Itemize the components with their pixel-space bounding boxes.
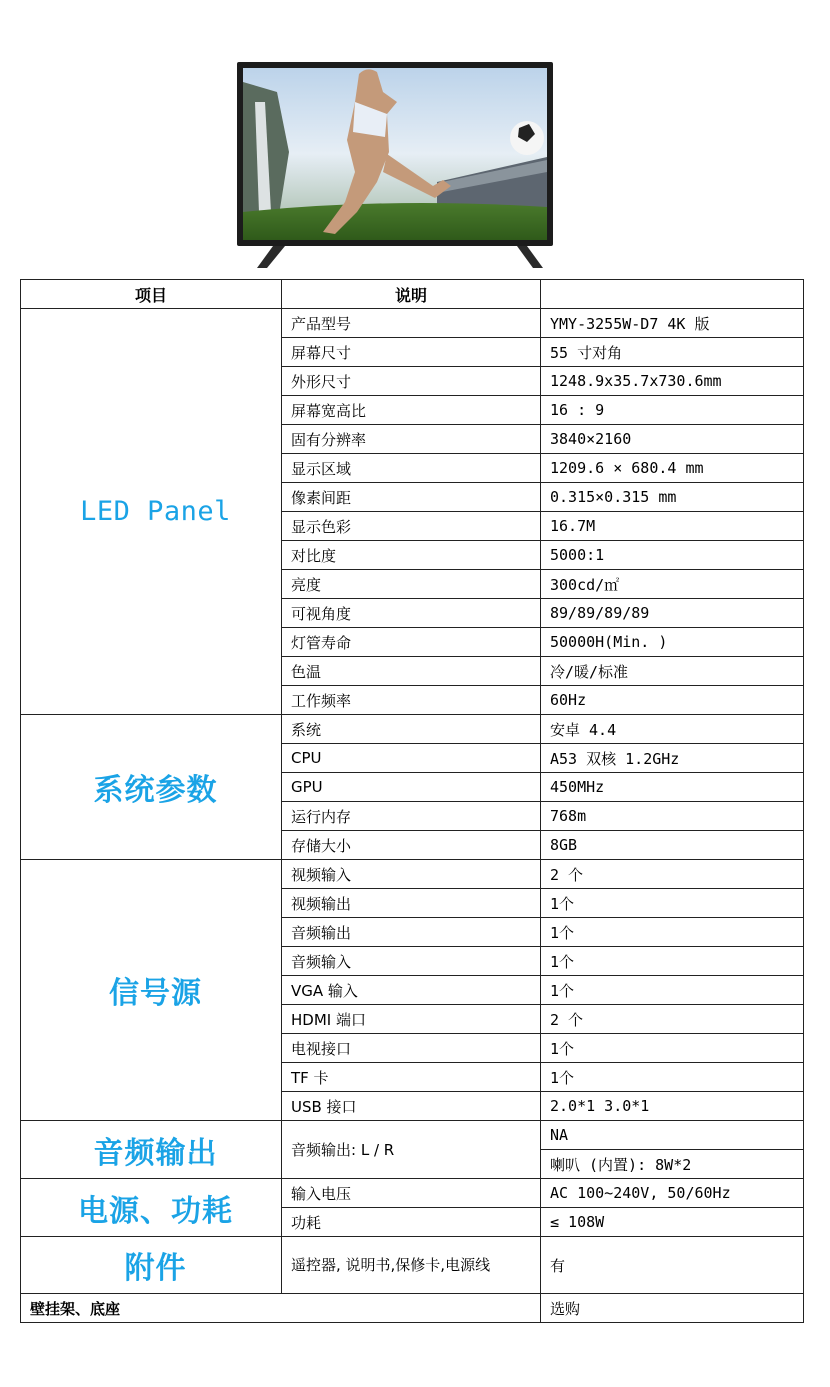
spec-table <box>20 279 804 1323</box>
spec-label: 音频输入 <box>282 947 541 976</box>
spec-value: 3840×2160 <box>541 425 804 454</box>
spec-label: 视频输入 <box>282 860 541 889</box>
spec-label: 遥控器, 说明书,保修卡,电源线 <box>282 1237 541 1294</box>
spec-label: 工作频率 <box>282 686 541 715</box>
spec-label: 电视接口 <box>282 1034 541 1063</box>
spec-label: 对比度 <box>282 541 541 570</box>
spec-label: USB 接口 <box>282 1092 541 1121</box>
spec-label: 外形尺寸 <box>282 367 541 396</box>
spec-value: 0.315×0.315 mm <box>541 483 804 512</box>
spec-label: 运行内存 <box>282 802 541 831</box>
category-system: 系统参数 <box>21 715 282 860</box>
spec-value: YMY-3255W-D7 4K 版 <box>541 309 804 338</box>
spec-label: 像素间距 <box>282 483 541 512</box>
spec-value: 8GB <box>541 831 804 860</box>
spec-label: 功耗 <box>282 1208 541 1237</box>
spec-value: 1个 <box>541 976 804 1005</box>
category-signal-source: 信号源 <box>21 860 282 1121</box>
spec-value: 1个 <box>541 947 804 976</box>
spec-value: 1209.6 × 680.4 mm <box>541 454 804 483</box>
spec-value: 89/89/89/89 <box>541 599 804 628</box>
spec-value: 2.0*1 3.0*1 <box>541 1092 804 1121</box>
product-image <box>237 62 553 270</box>
spec-value: 16 : 9 <box>541 396 804 425</box>
spec-value: 50000H(Min. ) <box>541 628 804 657</box>
spec-label: VGA 输入 <box>282 976 541 1005</box>
spec-label: 屏幕宽高比 <box>282 396 541 425</box>
spec-value: A53 双核 1.2GHz <box>541 744 804 773</box>
table-row <box>21 860 804 889</box>
spec-value: 2 个 <box>541 860 804 889</box>
category-audio-output: 音频输出 <box>21 1121 282 1179</box>
spec-value: AC 100~240V, 50/60Hz <box>541 1179 804 1208</box>
spec-value: 2 个 <box>541 1005 804 1034</box>
spec-label: 产品型号 <box>282 309 541 338</box>
spec-label: 输入电压 <box>282 1179 541 1208</box>
spec-label: 音频输出: L / R <box>282 1121 541 1179</box>
spec-label: 系统 <box>282 715 541 744</box>
led-tv-illustration <box>237 62 553 270</box>
spec-label: 亮度 <box>282 570 541 599</box>
spec-value: 1个 <box>541 1063 804 1092</box>
table-row <box>21 1121 804 1150</box>
table-row <box>21 1237 804 1294</box>
spec-value: 有 <box>541 1237 804 1294</box>
footer-value: 选购 <box>541 1294 804 1323</box>
header-item: 项目 <box>21 280 282 309</box>
spec-value: 450MHz <box>541 773 804 802</box>
spec-label: 屏幕尺寸 <box>282 338 541 367</box>
spec-value: 16.7M <box>541 512 804 541</box>
spec-value: 冷/暖/标准 <box>541 657 804 686</box>
spec-label: CPU <box>282 744 541 773</box>
spec-value: ≤ 108W <box>541 1208 804 1237</box>
spec-label: 灯管寿命 <box>282 628 541 657</box>
spec-value: 55 寸对角 <box>541 338 804 367</box>
table-row <box>21 309 804 338</box>
spec-label: TF 卡 <box>282 1063 541 1092</box>
spec-label: 可视角度 <box>282 599 541 628</box>
spec-value: 1个 <box>541 889 804 918</box>
spec-value: 安卓 4.4 <box>541 715 804 744</box>
table-row <box>21 715 804 744</box>
table-row <box>21 1179 804 1208</box>
spec-value: 300cd/㎡ <box>541 570 804 599</box>
spec-value: 1248.9x35.7x730.6mm <box>541 367 804 396</box>
header-desc: 说明 <box>282 280 541 309</box>
table-row <box>21 1294 804 1323</box>
spec-label: 固有分辨率 <box>282 425 541 454</box>
category-accessories: 附件 <box>21 1237 282 1294</box>
category-led-panel: LED Panel <box>21 309 282 715</box>
spec-value: NA <box>541 1121 804 1150</box>
spec-label: HDMI 端口 <box>282 1005 541 1034</box>
spec-value: 768m <box>541 802 804 831</box>
spec-value: 1个 <box>541 1034 804 1063</box>
category-power: 电源、功耗 <box>21 1179 282 1237</box>
table-header-row <box>21 280 804 309</box>
header-value <box>541 280 804 309</box>
spec-label: 视频输出 <box>282 889 541 918</box>
spec-value: 60Hz <box>541 686 804 715</box>
spec-label: 色温 <box>282 657 541 686</box>
spec-label: 音频输出 <box>282 918 541 947</box>
spec-label: 显示色彩 <box>282 512 541 541</box>
spec-label: 存储大小 <box>282 831 541 860</box>
spec-value: 喇叭 (内置): 8W*2 <box>541 1150 804 1179</box>
spec-value: 5000:1 <box>541 541 804 570</box>
spec-label: 显示区域 <box>282 454 541 483</box>
footer-label: 壁挂架、底座 <box>21 1294 541 1323</box>
spec-label: GPU <box>282 773 541 802</box>
spec-value: 1个 <box>541 918 804 947</box>
